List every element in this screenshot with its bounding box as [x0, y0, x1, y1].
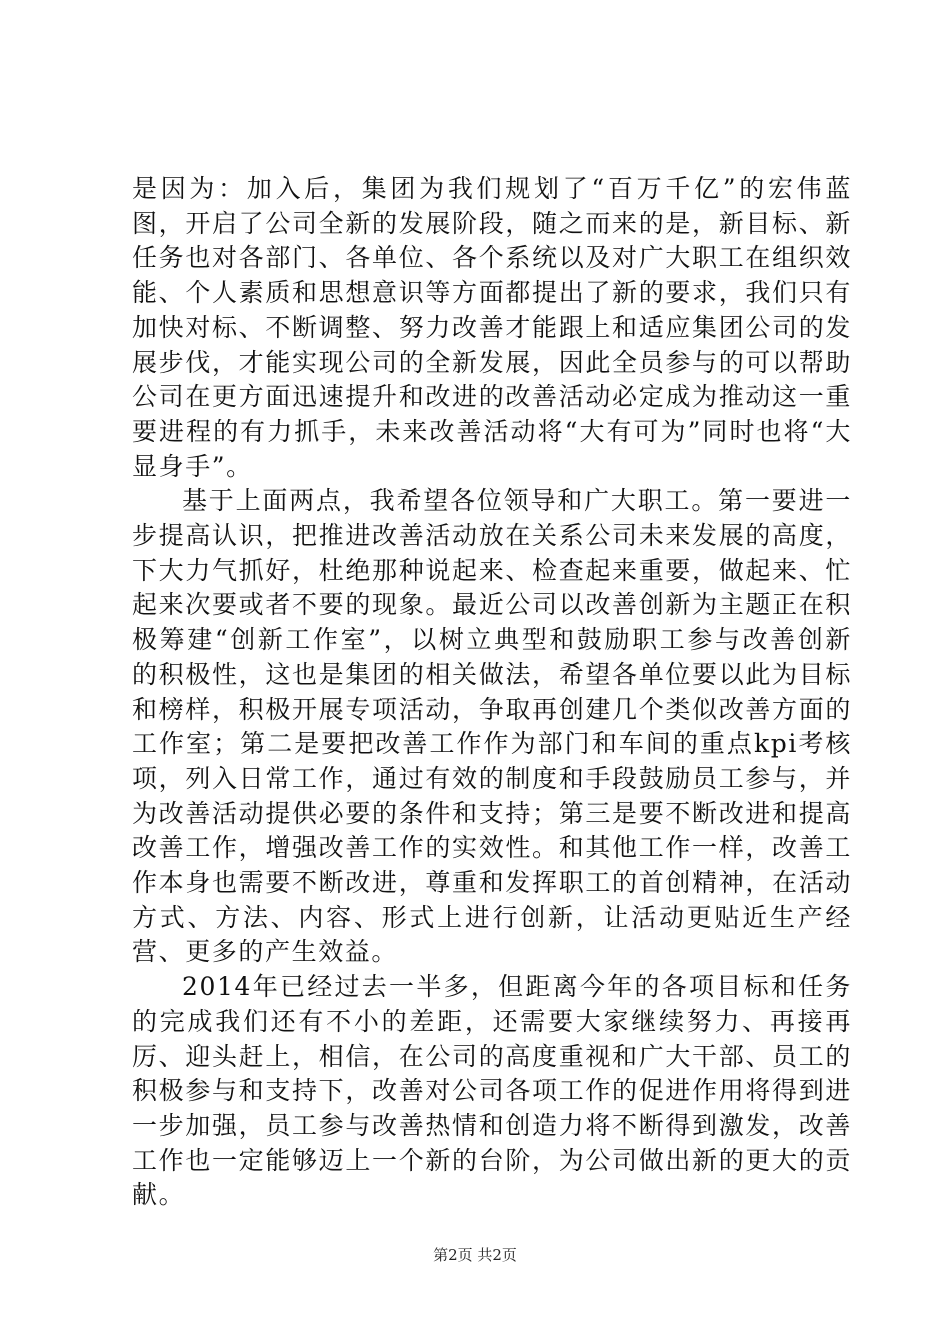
paragraph-conclusion: 2014年已经过去一半多，但距离今年的各项目标和任务的完成我们还有不小的差距，还需要大家继续努力、再接再厉、迎头赶上，相信，在公司的高度重视和广大干部、员工的积极参与和支持下，改善对公司各项工作的促进作用将得到进一步加强，员工参与改善热情和创造力将不断得到激发，改善工作也一定能够迈上一个新的台阶，为公司做出新的更大的贡献。: [132, 972, 852, 1210]
document-body: [132, 172, 852, 1213]
paragraph-continuation: 是因为：加入后，集团为我们规划了“百万千亿”的宏伟蓝图，开启了公司全新的发展阶段，随之而来的是，新目标、新任务也对各部门、各单位、各个系统以及对广大职工在组织效能、个人素质和思想意识等方面都提出了新的要求，我们只有加快对标、不断调整、努力改善才能跟上和适应集团公司的发展步伐，才能实现公司的全新发展，因此全员参与的可以帮助公司在更方面迅速提升和改进的改善活动必定成为推动这一重要进程的有力抓手，未来改善活动将“大有可为”同时也将“大显身手”。: [132, 174, 852, 481]
paragraph-recommendations: 基于上面两点，我希望各位领导和广大职工。第一要进一步提高认识，把推进改善活动放在关系公司未来发展的高度，下大力气抓好，杜绝那种说起来、检查起来重要，做起来、忙起来次要或者不要的现象。最近公司以改善创新为主题正在积极筹建“创新工作室”，以树立典型和鼓励职工参与改善创新的积极性，这也是集团的相关做法，希望各单位要以此为目标和榜样，积极开展专项活动，争取再创建几个类似改善方面的工作室；第二是要把改善工作作为部门和车间的重点kpi考核项，列入日常工作，通过有效的制度和手段鼓励员工参与，并为改善活动提供必要的条件和支持；第三是要不断改进和提高改善工作，增强改善工作的实效性。和其他工作一样，改善工作本身也需要不断改进，尊重和发挥职工的首创精神，在活动方式、方法、内容、形式上进行创新，让活动更贴近生产经营、更多的产生效益。: [132, 486, 852, 967]
page-number-footer: 第2页 共2页: [433, 1246, 517, 1264]
